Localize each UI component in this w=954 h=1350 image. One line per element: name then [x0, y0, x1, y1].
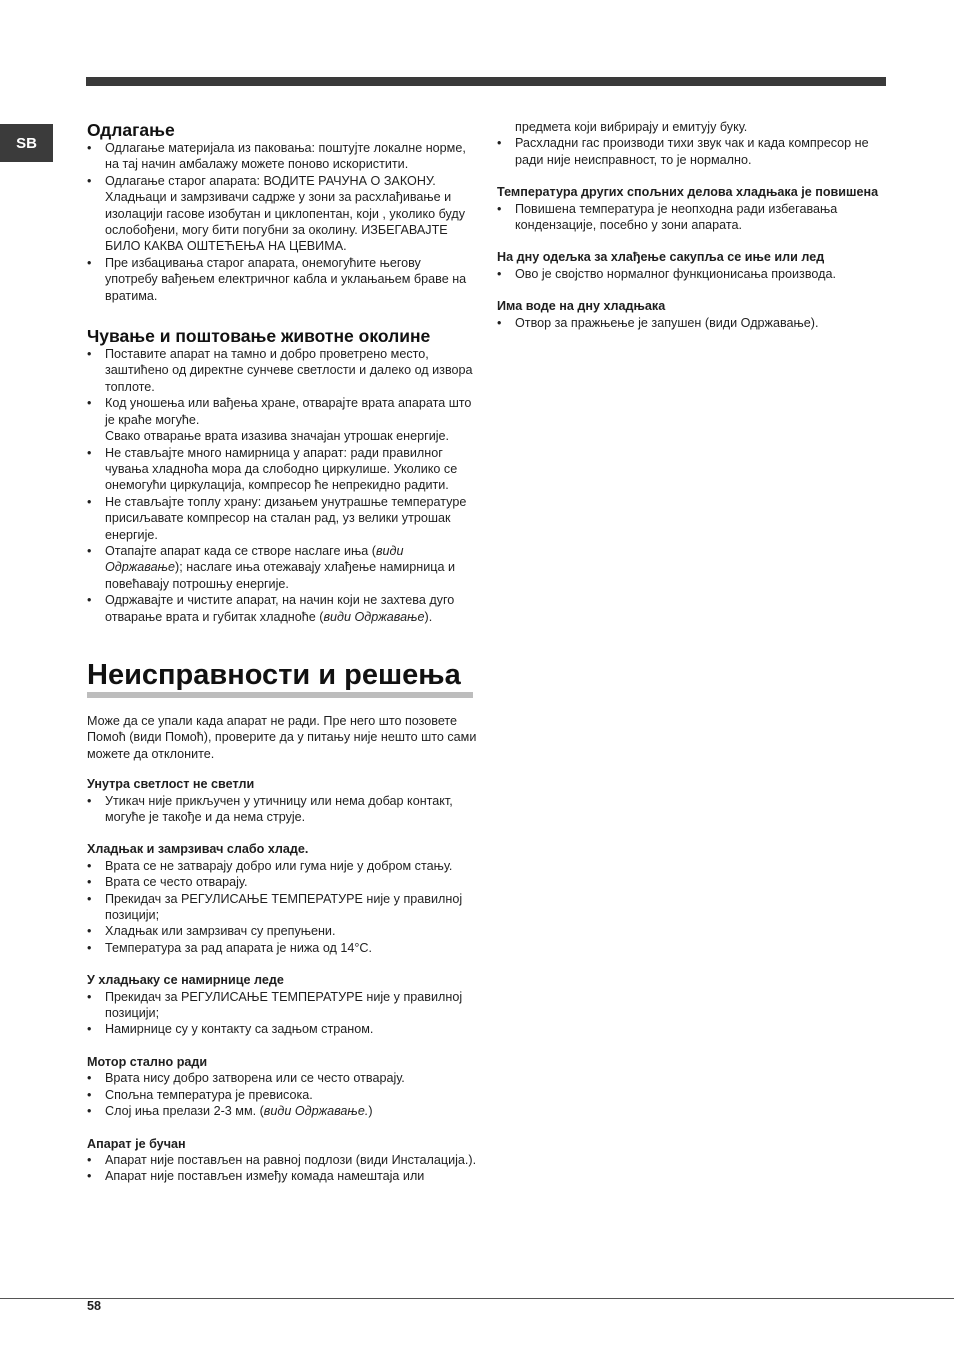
- light-heading: Унутра светлост не светли: [87, 777, 255, 792]
- continued-text: предмета који вибрирају и емитују буку.: [515, 120, 748, 134]
- footer-rule: [0, 1298, 954, 1299]
- light-list: [87, 793, 477, 826]
- left-column: [87, 120, 477, 1185]
- cooling-list: [87, 858, 477, 956]
- list-item: • Одржавајте и чистите апарат, на начин који не захтева дуго отварање врата и губитак хладноће (види Одржавање).: [87, 593, 455, 624]
- temperature-list: [497, 201, 892, 234]
- list-item: • Отапајте апарат када се створе наслаге иња (види Одржавање); наслаге иња отежавају хлађење намирница и повећавају потрошњу енергије.: [87, 543, 455, 591]
- list-item: • Расхладни гас производи тихи звук чак и када компресор не ради није неисправност, то је нормално.: [497, 136, 869, 167]
- header-rule: [86, 77, 886, 86]
- list-item: • Повишена температура је неопходна ради избегавања кондензације, посебно у зони апарата.: [497, 201, 838, 233]
- ice-list: [497, 266, 892, 282]
- motor-heading: Мотор стално ради: [87, 1054, 208, 1069]
- list-item: • Врата нису добро затворена или се често отварају.: [87, 1071, 405, 1086]
- motor-list: [87, 1070, 477, 1119]
- noise-heading: Апарат је бучан: [87, 1136, 186, 1151]
- list-item: • Прекидач за РЕГУЛИСАЊЕ ТЕМПЕРАТУРЕ није у правилној позицији;: [87, 891, 463, 923]
- list-item: • Спољна температура је превисока.: [87, 1087, 313, 1102]
- list-item: • Одлагање материјала из паковања: поштујте локалне норме, на тај начин амбалажу можете поново искористити.: [87, 141, 466, 172]
- list-item: • Намирнице су у контакту са задњом страном.: [87, 1022, 374, 1037]
- language-tab: SB: [0, 124, 53, 162]
- list-item: • Слој иња прелази 2-3 мм. (види Одржавање.): [87, 1104, 373, 1119]
- disposal-heading: Одлагање: [87, 120, 175, 140]
- list-item: • Пре избацивања старог апарата, онемогућите његову употребу вађењем електричног кабла и уклањањем браве на вратима.: [87, 255, 467, 303]
- list-item: • Апарат није постављен између комада намештаја или: [87, 1169, 425, 1184]
- noise-list: [87, 1152, 477, 1185]
- disposal-list: [87, 140, 477, 304]
- water-list: [497, 315, 892, 331]
- list-item: • Хладњак или замрзивач су препуњени.: [87, 924, 336, 939]
- freezing-heading: У хладњаку се намирнице леде: [87, 973, 284, 988]
- list-item: • Не стављајте много намирница у апарат: ради правилног чувања хладноћа мора да слободно циркулише. Уколико се онемогући циркулација, компресор ће непрекидно радити.: [87, 445, 458, 493]
- faults-intro: Може да се упали када апарат не ради. Пре него што позовете Помоћ (види Помоћ), проверите да у питању није нешто што сами можете да отклоните.: [87, 713, 477, 761]
- environment-heading: Чување и поштовање животне околине: [87, 326, 431, 347]
- list-item: • Поставите апарат на тамно и добро проветрено место, заштићено од директне сунчеве светлости и далеко од извора топлоте.: [87, 347, 473, 394]
- right-column: [497, 119, 892, 331]
- list-item: • Отвор за пражњење је запушен (види Одржавање).: [497, 315, 819, 330]
- list-item: • Врата се често отварају.: [87, 875, 248, 890]
- list-item: • Врата се не затварају добро или гума није у добром стању.: [87, 858, 453, 873]
- list-item: • Код уношења или вађења хране, отварајте врата апарата што је краће могуће. Свако отварање врата изазива значајан утрошак енергије.: [87, 396, 472, 444]
- noise-list-continued: [497, 135, 892, 168]
- cooling-heading: Хладњак и замрзивач слабо хладе.: [87, 842, 309, 857]
- list-item: • Одлагање старог апарата: ВОДИТЕ РАЧУНА О ЗАКОНУ. Хладњаци и замрзивачи садрже у зони за расхлађивање и изолацији гасове изобутан и циклопентан, који , уколико буду ослобођени, могу бити погубни за околину. ИЗБЕГАВАЈТЕ БИЛО КАКВА ОШТЕЋЕЊА НА ЦЕВИМА.: [87, 173, 466, 254]
- list-item: • Прекидач за РЕГУЛИСАЊЕ ТЕМПЕРАТУРЕ није у правилној позицији;: [87, 989, 463, 1021]
- faults-title: Неисправности и решења: [87, 658, 473, 698]
- environment-list: [87, 346, 477, 625]
- list-item: • Ово је својство нормалног функционисања производа.: [497, 266, 836, 281]
- freezing-list: [87, 989, 477, 1038]
- list-item: • Утикач није прикључен у утичницу или нема добар контакт, могуће је такође и да нема струје.: [87, 793, 453, 824]
- list-item: • Не стављајте топлу храну: дизањем унутрашње температуре присиљавате компресор на сталан рад, уз велики утрошак енергије.: [87, 494, 467, 542]
- ice-heading: На дну одељка за хлађење сакупља се иње или лед: [497, 250, 825, 265]
- water-heading: Има воде на дну хладњака: [497, 299, 666, 314]
- temperature-heading: Температура других спољних делова хладњака је повишена: [497, 185, 879, 200]
- list-item: • Температура за рад апарата је нижа од 14°C.: [87, 940, 373, 955]
- page-number: 58: [87, 1299, 102, 1313]
- list-item: • Апарат није постављен на равној подлози (види Инсталација.).: [87, 1152, 477, 1167]
